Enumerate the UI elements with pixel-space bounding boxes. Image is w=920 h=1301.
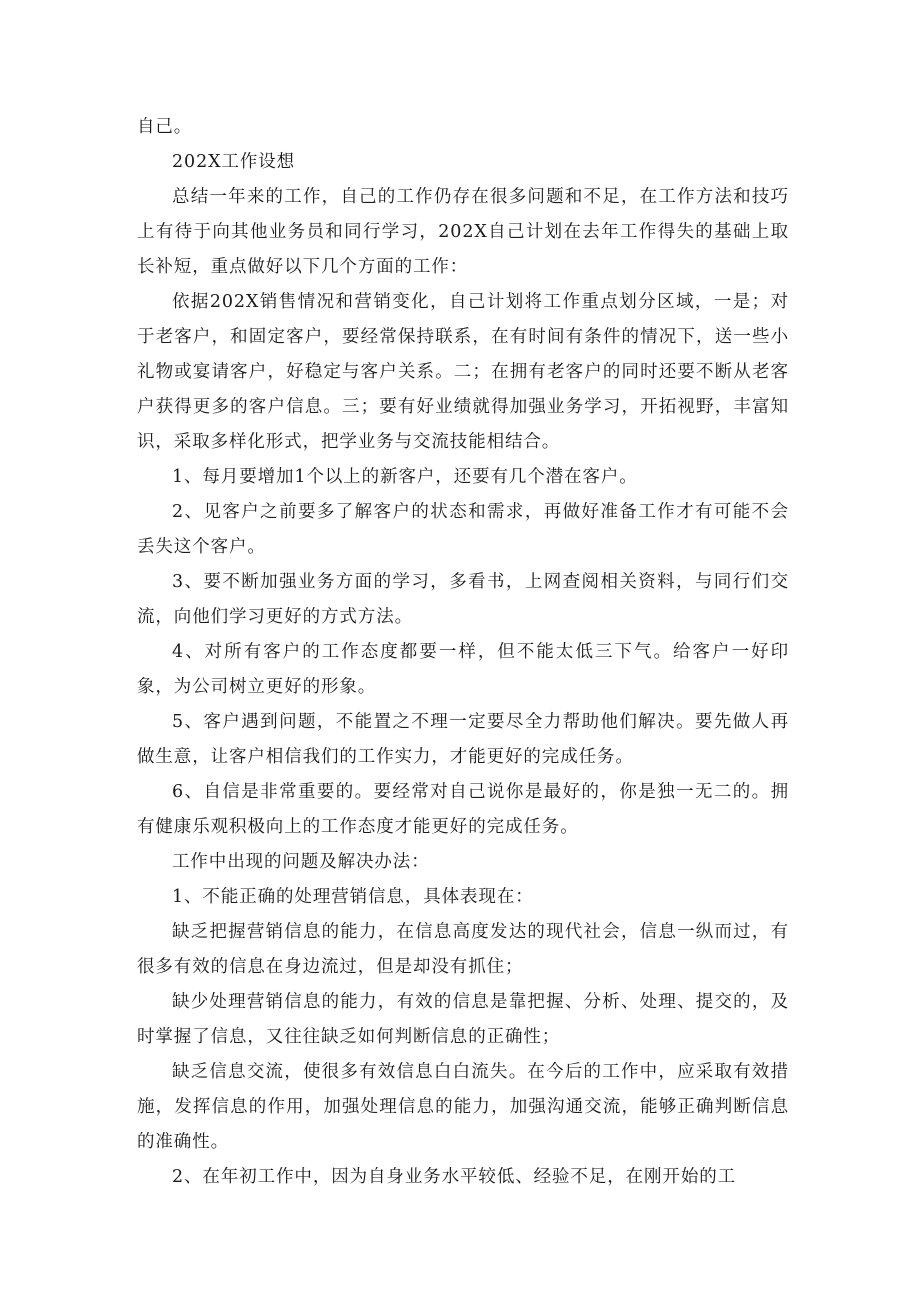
- list-item: 6、自信是非常重要的。要经常对自己说你是最好的，你是独一无二的。拥有健康乐观积极向上的工作态度才能更好的完成任务。: [137, 782, 789, 837]
- section-heading: 工作中出现的问题及解决办法：: [172, 852, 430, 872]
- list-item: 2、在年初工作中，因为自身业务水平较低、经验不足，在刚开始的工: [172, 1167, 737, 1187]
- list-item: 1、不能正确的处理营销信息，具体表现在：: [172, 887, 534, 907]
- paragraph: 缺少处理营销信息的能力，有效的信息是靠把握、分析、处理、提交的，及时掌握了信息，又往往缺乏如何判断信息的正确性；: [137, 992, 789, 1047]
- paragraph: 自己。: [137, 117, 193, 137]
- document-body: [137, 110, 789, 1195]
- paragraph: 缺乏把握营销信息的能力，在信息高度发达的现代社会，信息一纵而过，有很多有效的信息在身边流过，但是却没有抓住；: [137, 922, 789, 977]
- list-item: 5、客户遇到问题，不能置之不理一定要尽全力帮助他们解决。要先做人再做生意，让客户相信我们的工作实力，才能更好的完成任务。: [137, 712, 789, 767]
- list-item: 2、见客户之前要多了解客户的状态和需求，再做好准备工作才有可能不会丢失这个客户。: [137, 502, 789, 557]
- list-item: 3、要不断加强业务方面的学习，多看书，上网查阅相关资料，与同行们交流，向他们学习更好的方式方法。: [137, 572, 789, 627]
- section-heading: 202X工作设想: [172, 152, 296, 172]
- list-item: 1、每月要增加1个以上的新客户，还要有几个潜在客户。: [172, 467, 638, 487]
- paragraph: 总结一年来的工作，自己的工作仍存在很多问题和不足，在工作方法和技巧上有待于向其他业务员和同行学习，202X自己计划在去年工作得失的基础上取长补短，重点做好以下几个方面的工作：: [137, 187, 789, 277]
- list-item: 4、对所有客户的工作态度都要一样，但不能太低三下气。给客户一好印象，为公司树立更好的形象。: [137, 642, 789, 697]
- paragraph: 缺乏信息交流，使很多有效信息白白流失。在今后的工作中，应采取有效措施，发挥信息的作用，加强处理信息的能力，加强沟通交流，能够正确判断信息的准确性。: [137, 1062, 789, 1152]
- paragraph: 依据202X销售情况和营销变化，自己计划将工作重点划分区域，一是；对于老客户，和固定客户，要经常保持联系，在有时间有条件的情况下，送一些小礼物或宴请客户，好稳定与客户关系。二；在拥有老客户的同时还要不断从老客户获得更多的客户信息。三；要有好业绩就得加强业务学习，开拓视野，丰富知识，采取多样化形式，把学业务与交流技能相结合。: [137, 292, 789, 452]
